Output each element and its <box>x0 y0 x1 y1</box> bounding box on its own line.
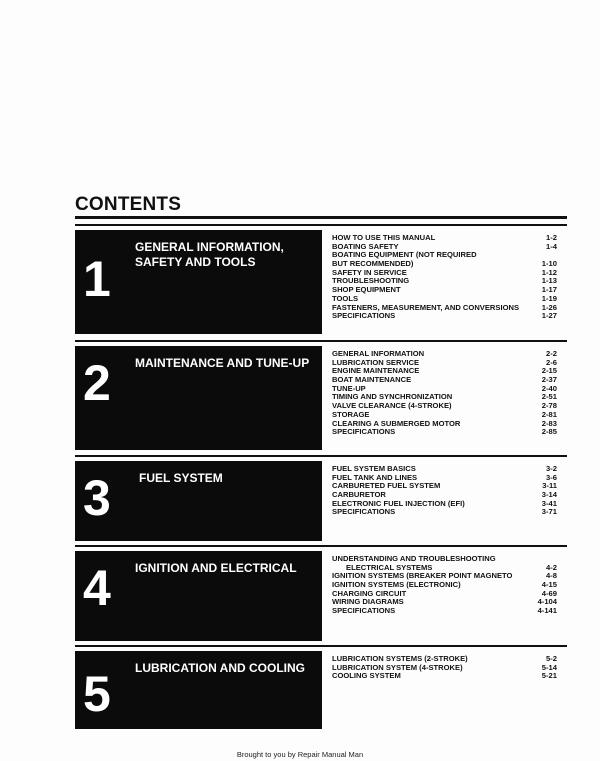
toc-entry-page: 1-19 <box>541 293 557 303</box>
toc-entry-title: FUEL TANK AND LINES <box>332 472 418 482</box>
section-heading: GENERAL INFORMATION, SAFETY AND TOOLS <box>135 240 284 269</box>
toc-entry-title: LUBRICATION SYSTEM (4-STROKE) <box>332 662 463 672</box>
toc-entry-page: 3-14 <box>541 490 557 500</box>
title-rule <box>75 216 567 219</box>
toc-entry-page: 1-26 <box>541 302 557 312</box>
toc-entry-page: 3-6 <box>546 472 557 482</box>
toc-entry-page: 1-27 <box>541 311 557 321</box>
toc-entry-page: 4-69 <box>541 588 557 598</box>
toc-entry-title: TIMING AND SYNCHRONIZATION <box>332 392 453 402</box>
section-panel <box>75 551 322 641</box>
section-number: 2 <box>83 355 111 411</box>
section-heading: FUEL SYSTEM <box>139 471 223 485</box>
toc-entry-page: 2-51 <box>541 392 557 402</box>
toc-entry-title: COOLING SYSTEM <box>332 671 401 681</box>
toc-list <box>332 464 557 517</box>
toc-entry-page: 2-78 <box>541 401 557 411</box>
toc-entry-page: 1-17 <box>541 285 557 295</box>
toc-entry-page: 1-10 <box>541 259 557 269</box>
section-heading: LUBRICATION AND COOLING <box>135 661 305 675</box>
section-panel <box>75 230 322 334</box>
toc-list <box>332 233 557 321</box>
toc-entry-page: 3-2 <box>546 464 557 473</box>
toc-entry-page: 2-2 <box>546 349 557 358</box>
toc-entry-page: 1-13 <box>541 276 557 286</box>
toc-entry[interactable] <box>332 606 557 616</box>
toc-entry-page: 3-41 <box>541 498 557 508</box>
toc-entry-title: FUEL SYSTEM BASICS <box>332 464 416 473</box>
toc-entry-title: CLEARING A SUBMERGED MOTOR <box>332 418 461 428</box>
footer-credit: Brought to you by Repair Manual Man <box>236 750 364 759</box>
toc-entry-title: HOW TO USE THIS MANUAL <box>332 233 436 242</box>
toc-entry-title: ELECTRICAL SYSTEMS <box>346 562 433 572</box>
toc-entry-page: 4-104 <box>537 597 557 607</box>
toc-entry-page: 4-141 <box>537 606 557 616</box>
toc-entry-title: IGNITION SYSTEMS (ELECTRONIC) <box>332 580 461 590</box>
toc-entry-title: LUBRICATION SERVICE <box>332 357 420 367</box>
toc-entry[interactable] <box>332 285 557 295</box>
section-rule <box>75 645 567 647</box>
toc-entry-title: SPECIFICATIONS <box>332 427 396 437</box>
section-panel <box>75 651 322 729</box>
toc-list <box>332 349 557 437</box>
section-number: 4 <box>83 560 111 616</box>
section-panel <box>75 346 322 450</box>
toc-entry-page: 3-71 <box>541 507 557 517</box>
toc-entry-title: BOATING SAFETY <box>332 241 399 251</box>
toc-entry-title: TUNE-UP <box>332 383 366 393</box>
toc-entry-page: 4-8 <box>546 571 557 581</box>
section-number: 3 <box>83 470 111 526</box>
toc-entry-title: BOATING EQUIPMENT (NOT REQUIRED <box>332 250 477 260</box>
toc-entry-title: ELECTRONIC FUEL INJECTION (EFI) <box>332 498 465 508</box>
toc-entry-page: 2-15 <box>541 366 557 376</box>
toc-entry-page: 1-12 <box>541 267 557 277</box>
toc-entry[interactable] <box>332 427 557 437</box>
toc-entry-title: CARBURETED FUEL SYSTEM <box>332 481 441 491</box>
toc-entry-title: SPECIFICATIONS <box>332 606 396 616</box>
toc-entry-page: 4-15 <box>541 580 557 590</box>
toc-entry-title: LUBRICATION SYSTEMS (2-STROKE) <box>332 654 468 663</box>
toc-entry-page: 1-2 <box>546 233 557 242</box>
toc-list <box>332 554 557 616</box>
toc-entry[interactable] <box>332 311 557 321</box>
section-number: 1 <box>83 251 111 307</box>
toc-entry-page: 5-21 <box>541 671 557 681</box>
toc-entry-page: 1-4 <box>546 241 557 251</box>
toc-entry-title: VALVE CLEARANCE (4-STROKE) <box>332 401 452 411</box>
toc-entry-title: STORAGE <box>332 409 370 419</box>
toc-entry-title: SPECIFICATIONS <box>332 507 396 517</box>
section-rule <box>75 545 567 547</box>
toc-entry-title: GENERAL INFORMATION <box>332 349 425 358</box>
toc-entry-title: BUT RECOMMENDED) <box>332 259 414 269</box>
toc-entry-page: 5-14 <box>541 662 557 672</box>
toc-entry-title: UNDERSTANDING AND TROUBLESHOOTING <box>332 554 496 563</box>
toc-entry-title: CHARGING CIRCUIT <box>332 588 407 598</box>
toc-entry-title: CARBURETOR <box>332 490 386 500</box>
section-number: 5 <box>83 666 111 722</box>
toc-entry-title: FASTENERS, MEASUREMENT, AND CONVERSIONS <box>332 302 520 312</box>
section-panel <box>75 461 322 541</box>
toc-list <box>332 654 557 681</box>
toc-entry-page: 5-2 <box>546 654 557 663</box>
toc-entry-page: 2-6 <box>546 357 557 367</box>
toc-entry-page: 3-11 <box>542 481 557 491</box>
toc-entry-title: TROUBLESHOOTING <box>332 276 410 286</box>
toc-entry-title: IGNITION SYSTEMS (BREAKER POINT MAGNETO <box>332 571 513 581</box>
toc-entry-page: 2-37 <box>541 375 557 385</box>
toc-entry-title: SHOP EQUIPMENT <box>332 285 401 295</box>
toc-entry-page: 2-83 <box>541 418 557 428</box>
section-rule <box>75 340 567 342</box>
page-title: CONTENTS <box>75 194 182 215</box>
toc-entry-title: SPECIFICATIONS <box>332 311 396 321</box>
section-heading: MAINTENANCE AND TUNE-UP <box>135 356 310 370</box>
toc-entry-page: 2-40 <box>541 383 557 393</box>
toc-entry-page: 2-85 <box>541 427 557 437</box>
toc-entry[interactable] <box>332 507 557 517</box>
toc-entry-title: ENGINE MAINTENANCE <box>332 366 420 376</box>
toc-entry-title: WIRING DIAGRAMS <box>332 597 404 607</box>
toc-entry-page: 2-81 <box>541 409 557 419</box>
section-rule <box>75 455 567 457</box>
toc-entry-page: 4-2 <box>546 562 557 572</box>
section-heading: IGNITION AND ELECTRICAL <box>135 561 297 575</box>
toc-entry-title: SAFETY IN SERVICE <box>332 267 407 277</box>
toc-entry-title: BOAT MAINTENANCE <box>332 375 412 385</box>
section-rule <box>75 224 567 226</box>
toc-entry-title: TOOLS <box>332 293 359 303</box>
toc-entry[interactable] <box>332 671 557 681</box>
